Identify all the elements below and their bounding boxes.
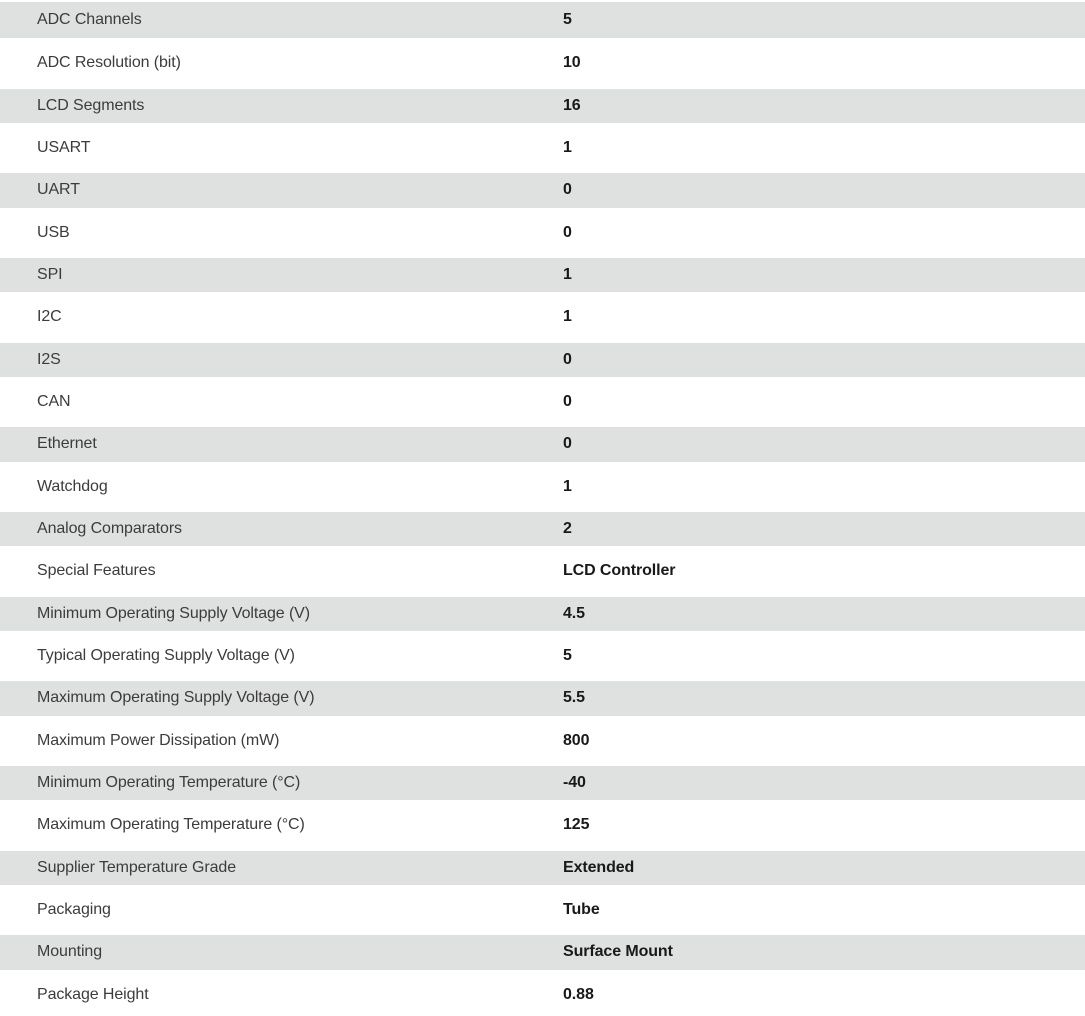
spec-attribute-value: 1 [563,139,572,157]
spec-row [0,762,1085,804]
spec-attribute-label: LCD Segments [37,96,145,114]
spec-row [0,550,1085,592]
spec-attribute-value: 16 [563,96,581,114]
spec-attribute-value: 800 [563,731,590,749]
spec-attribute-label: Maximum Operating Temperature (°C) [37,816,305,834]
spec-row [0,0,1085,42]
spec-row [0,720,1085,762]
spec-attribute-label: Special Features [37,562,156,580]
spec-attribute-value: LCD Controller [563,562,676,580]
spec-row [0,42,1085,84]
spec-row [0,423,1085,465]
spec-attribute-value: 10 [563,54,581,72]
spec-row [0,339,1085,381]
spec-attribute-label: Maximum Operating Supply Voltage (V) [37,689,315,707]
spec-attribute-label: Minimum Operating Temperature (°C) [37,774,301,792]
spec-row [0,85,1085,127]
spec-row [0,677,1085,719]
spec-attribute-label: Packaging [37,901,111,919]
spec-row [0,296,1085,338]
spec-row [0,593,1085,635]
spec-row [0,931,1085,973]
spec-attribute-label: Minimum Operating Supply Voltage (V) [37,604,310,622]
spec-attribute-value: 0 [563,350,572,368]
spec-attribute-value: 1 [563,308,572,326]
spec-attribute-label: Analog Comparators [37,520,182,538]
spec-attribute-value: Surface Mount [563,943,673,961]
spec-attribute-value: 125 [563,816,590,834]
spec-attribute-label: ADC Channels [37,11,142,29]
spec-attribute-value: 5.5 [563,689,585,707]
spec-attribute-value: 0 [563,435,572,453]
spec-row [0,889,1085,931]
spec-attribute-label: Ethernet [37,435,97,453]
spec-attribute-label: USART [37,139,91,157]
spec-row [0,847,1085,889]
spec-attribute-label: ADC Resolution (bit) [37,54,181,72]
spec-attribute-label: CAN [37,393,71,411]
spec-attribute-label: USB [37,223,70,241]
spec-attribute-label: I2C [37,308,62,326]
spec-attribute-value: 1 [563,477,572,495]
spec-attribute-value: 5 [563,11,572,29]
spec-attribute-label: Watchdog [37,477,108,495]
spec-attribute-value: 1 [563,266,572,284]
spec-attribute-value: 0 [563,393,572,411]
spec-attribute-value: 0 [563,181,572,199]
spec-attribute-label: I2S [37,350,61,368]
spec-attribute-value: Extended [563,858,635,876]
spec-row [0,508,1085,550]
spec-row [0,127,1085,169]
spec-attribute-label: Typical Operating Supply Voltage (V) [37,647,295,665]
spec-attribute-value: 0.88 [563,985,594,1003]
spec-row [0,635,1085,677]
spec-row [0,974,1085,1016]
spec-attribute-value: 0 [563,223,572,241]
spec-attribute-label: Maximum Power Dissipation (mW) [37,731,280,749]
spec-attribute-value: Tube [563,901,600,919]
spec-attribute-value: 2 [563,520,572,538]
spec-attribute-label: SPI [37,266,63,284]
spec-row [0,254,1085,296]
spec-attribute-value: -40 [563,774,586,792]
spec-row [0,804,1085,846]
spec-attribute-value: 4.5 [563,604,585,622]
spec-row [0,466,1085,508]
spec-attribute-label: Package Height [37,985,149,1003]
spec-attribute-label: Mounting [37,943,103,961]
spec-row [0,212,1085,254]
spec-attribute-value: 5 [563,647,572,665]
spec-attribute-label: Supplier Temperature Grade [37,858,236,876]
spec-row [0,169,1085,211]
spec-attribute-label: UART [37,181,80,199]
spec-row [0,381,1085,423]
